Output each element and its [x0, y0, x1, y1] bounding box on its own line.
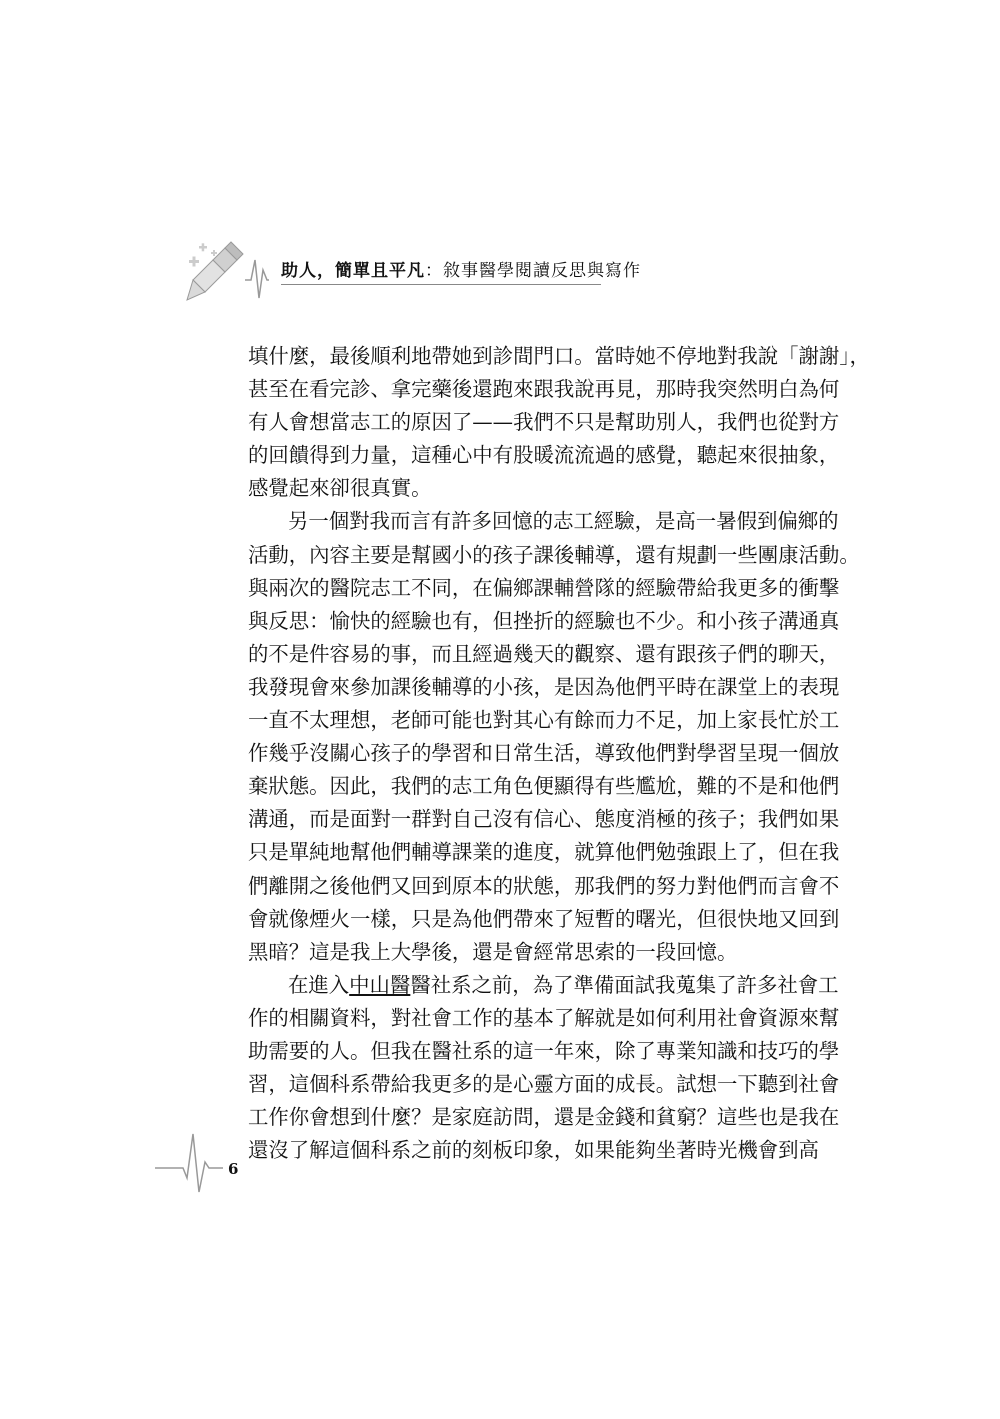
text-segment: 在進入 [288, 972, 350, 997]
header-title-separator: ： [425, 261, 443, 281]
text-line [248, 969, 839, 1002]
text-line: 只是單純地幫他們輔導課業的進度，就算他們勉強跟上了，但在我 [248, 840, 840, 865]
underlined-proper-noun: 中山醫 [349, 972, 411, 997]
text-line: 活動，內容主要是幫國小的孩子課後輔導，還有規劃一些團康活動。 [248, 542, 860, 567]
paragraph-1 [248, 340, 870, 505]
page-number: 6 [228, 1160, 239, 1178]
text-line: 黑暗？這是我上大學後，還是會經常思索的一段回憶。 [248, 939, 738, 964]
text-line: 的回饋得到力量，這種心中有股暖流流過的感覺，聽起來很抽象， [248, 443, 840, 468]
body-text [248, 340, 870, 1167]
text-line: 習，這個科系帶給我更多的是心靈方面的成長。試想一下聽到社會 [248, 1072, 840, 1097]
text-line: 有人會想當志工的原因了——我們不只是幫助別人，我們也從對方 [248, 410, 840, 435]
text-line: 棄狀態。因此，我們的志工角色便顯得有些尷尬，難的不是和他們 [248, 774, 840, 799]
paragraph-3 [248, 969, 840, 1168]
syringe-heartbeat-icon [185, 240, 269, 304]
text-line: 的不是件容易的事，而且經過幾天的觀察、還有跟孩子們的聊天， [248, 641, 840, 666]
text-line: 甚至在看完診、拿完藥後還跑來跟我說再見，那時我突然明白為何 [248, 377, 840, 402]
page-footer [155, 1132, 275, 1196]
header-title-main: 助人，簡單且平凡 [281, 261, 425, 281]
header-title-sub: 敘事醫學閱讀反思與寫作 [443, 261, 641, 281]
text-line: 助需要的人。但我在醫社系的這一年來，除了專業知識和技巧的學 [248, 1038, 840, 1063]
text-line: 我發現會來參加課後輔導的小孩，是因為他們平時在課堂上的表現 [248, 674, 840, 699]
paragraph-2 [248, 505, 860, 968]
running-header [185, 240, 641, 310]
text-line: 們離開之後他們又回到原本的狀態，那我們的努力對他們而言會不 [248, 873, 840, 898]
text-line: 作的相關資料，對社會工作的基本了解就是如何利用社會資源來幫 [248, 1005, 840, 1030]
text-line: 還沒了解這個科系之前的刻板印象，如果能夠坐著時光機會到高 [248, 1138, 819, 1163]
text-segment: 醫社系之前，為了準備面試我蒐集了許多社會工 [410, 972, 839, 997]
heartbeat-icon [155, 1132, 225, 1196]
header-title [281, 256, 641, 281]
text-line: 一直不太理想，老師可能也對其心有餘而力不足，加上家長忙於工 [248, 708, 840, 733]
text-line: 工作你會想到什麼？是家庭訪問，還是金錢和貧窮？這些也是我在 [248, 1105, 840, 1130]
text-line: 與反思：愉快的經驗也有，但挫折的經驗也不少。和小孩子溝通真 [248, 608, 840, 633]
text-line: 作幾乎沒關心孩子的學習和日常生活，導致他們對學習呈現一個放 [248, 741, 840, 766]
text-line: 另一個對我而言有許多回憶的志工經驗，是高一暑假到偏鄉的 [288, 509, 839, 534]
text-line: 感覺起來卻很真實。 [248, 476, 432, 501]
text-line: 填什麼，最後順利地帶她到診間門口。當時她不停地對我說「謝謝」， [248, 344, 870, 368]
text-line: 會就像煙火一樣，只是為他們帶來了短暫的曙光，但很快地又回到 [248, 906, 840, 931]
text-line: 與兩次的醫院志工不同，在偏鄉課輔營隊的經驗帶給我更多的衝擊 [248, 575, 840, 600]
header-rule [281, 284, 601, 285]
text-line: 溝通，而是面對一群對自己沒有信心、態度消極的孩子；我們如果 [248, 807, 840, 832]
